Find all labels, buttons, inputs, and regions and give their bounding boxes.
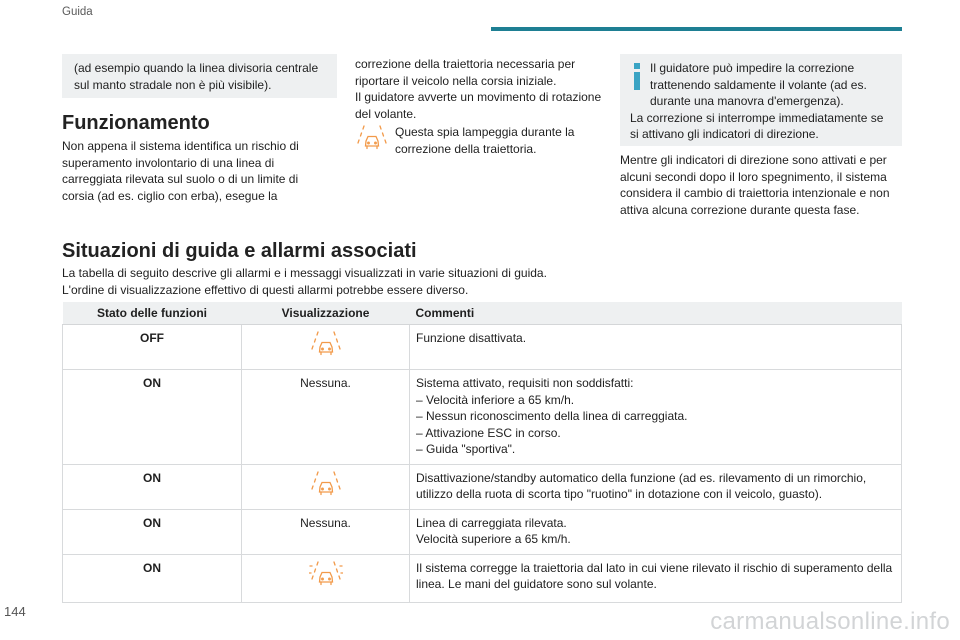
cell-stato: ON (63, 554, 242, 602)
table-row (63, 464, 902, 509)
comment-line: – Nessun riconoscimento della linea di carreggiata. (416, 409, 688, 423)
lane-keep-warning-icon (309, 470, 343, 498)
heading-funzionamento: Funzionamento (62, 112, 210, 134)
header-stato: Stato delle funzioni (63, 302, 242, 325)
header-accent-bar (491, 27, 902, 31)
comment-line: – Attivazione ESC in corso. (416, 425, 561, 440)
watermark: carmanualsonline.info (710, 608, 950, 635)
table-row (63, 554, 902, 602)
column-2 (355, 56, 615, 157)
col3-paragraph (620, 152, 895, 218)
note-box (62, 54, 337, 98)
comment-line: Linea di carreggiata rilevata. (416, 515, 567, 530)
lane-keep-active-icon (309, 560, 343, 588)
cell-visualizzazione: Nessuna. (242, 509, 410, 554)
cell-stato: ON (63, 464, 242, 509)
info-icon (632, 63, 642, 93)
info-box (620, 54, 902, 146)
cell-commenti (410, 554, 902, 602)
table-row (63, 325, 902, 370)
comment-line: Il sistema corregge la traiettoria dal lato in cui viene rilevato il rischio di superamento della linea. Le mani del guidatore sono sul volante. (416, 560, 893, 591)
table-row (63, 509, 902, 554)
comment-line: Sistema attivato, requisiti non soddisfatti: (416, 376, 634, 390)
intro-line-1: La tabella di seguito descrive gli allarmi e i messaggi visualizzati in varie situazioni di guida. (62, 266, 547, 280)
lane-keep-warning-icon (355, 124, 389, 152)
comment-line: Velocità superiore a 65 km/h. (416, 532, 571, 546)
section-label: Guida (62, 6, 93, 18)
cell-commenti (410, 370, 902, 465)
spia-row (355, 124, 615, 157)
info-text-1: Il guidatore può impedire la correzione trattenendo saldamente il volante (ad es. durante una manovra d'emergenza). (650, 61, 867, 108)
funzionamento-paragraph (62, 138, 322, 204)
funzionamento-text: Non appena il sistema identifica un rischio di superamento involontario di una linea di carreggiata rilevata sul suolo o di un limite di corsia (ad es. ciglio con erba), esegue la (62, 139, 299, 203)
cell-commenti (410, 325, 902, 370)
comment-line: Funzione disattivata. (416, 331, 527, 345)
cell-visualizzazione (242, 464, 410, 509)
cell-visualizzazione (242, 554, 410, 602)
spia-text: Questa spia lampeggia durante la correzione della traiettoria. (395, 125, 575, 156)
cell-stato: ON (63, 370, 242, 465)
table-header-row (63, 302, 902, 325)
note-text: (ad esempio quando la linea divisoria centrale sul manto stradale non è più visibile). (74, 61, 319, 92)
heading-situazioni: Situazioni di guida e allarmi associati (62, 240, 417, 262)
cell-visualizzazione: Nessuna. (242, 370, 410, 465)
col2-line1: correzione della traiettoria necessaria per riportare il veicolo nella corsia iniziale. (355, 57, 576, 88)
info-text-2: La correzione si interrompe immediatamente se si attivano gli indicatori di direzione. (630, 110, 884, 141)
cell-stato: OFF (63, 325, 242, 370)
page-number: 144 (4, 604, 26, 619)
cell-commenti (410, 464, 902, 509)
header-commenti: Commenti (410, 302, 902, 325)
col3-text: Mentre gli indicatori di direzione sono attivati e per alcuni secondi dopo il loro spegnimento, il sistema considera il cambio di traiettoria intenzionale e non attiva alcuna correzione durante questa fase. (620, 153, 890, 217)
comment-line: Disattivazione/standby automatico della funzione (ad es. rilevamento di un rimorchio, utilizzo della ruota di scorta tipo "ruotino" in dotazione con il veicolo, guasto). (416, 470, 867, 501)
cell-stato: ON (63, 509, 242, 554)
intro-line-2: L'ordine di visualizzazione effettivo di questi allarmi potrebbe essere diverso. (62, 282, 469, 297)
table-row (63, 370, 902, 465)
alarm-table (62, 302, 902, 603)
lane-keep-warning-icon (309, 330, 343, 358)
comment-line: – Guida "sportiva". (416, 442, 516, 456)
comment-line: – Velocità inferiore a 65 km/h. (416, 392, 575, 407)
header-visualizzazione: Visualizzazione (242, 302, 410, 325)
col2-line2: Il guidatore avverte un movimento di rotazione del volante. (355, 90, 602, 121)
situazioni-intro (62, 265, 862, 298)
cell-visualizzazione (242, 325, 410, 370)
cell-commenti (410, 509, 902, 554)
